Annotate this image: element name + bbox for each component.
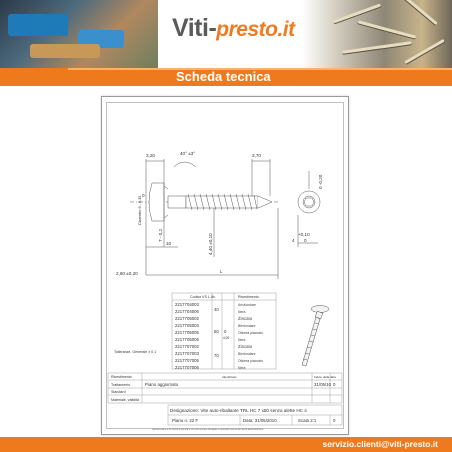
- designation: Designazione: Vite auto-ribaltante TRL HC 7 x50 senza alette HC 4: [170, 408, 307, 413]
- length-70: 70: [214, 353, 219, 358]
- screw-image: [358, 20, 417, 38]
- dim-small: 0: [142, 193, 145, 198]
- tb-r1c3: Indice della data: [314, 375, 336, 379]
- tb-r2c3: 31/05/10: [314, 382, 332, 387]
- code-cell: 2217705005: [175, 330, 199, 335]
- finish-cell: Ottorea placcato: [238, 359, 263, 363]
- code-cell: 2217705006: [175, 337, 199, 342]
- head-sub: 4,00: [223, 336, 230, 340]
- technical-sheet: [101, 96, 349, 435]
- socket-0: 0: [304, 238, 307, 243]
- footer-email-link[interactable]: servizio.clienti@viti-presto.it: [322, 439, 438, 449]
- screw-side-head: [311, 306, 329, 313]
- col-finish: Rivestimento: [238, 295, 259, 299]
- finish-cell: Biertondare: [238, 352, 256, 356]
- tb-r2c4: 0: [333, 382, 336, 387]
- tb-r2c1: Trattamento: [111, 383, 131, 387]
- dim-l: L: [220, 269, 223, 274]
- dim-7: 7 - 0,2: [158, 228, 163, 242]
- site-header: [0, 0, 452, 68]
- hands-image: [30, 44, 100, 58]
- dim-10: 10: [166, 241, 172, 246]
- screw-image: [401, 0, 437, 25]
- tb-r2c2: Piano aggiornato: [145, 382, 179, 387]
- banner-title: Scheda tecnica: [176, 69, 271, 84]
- dim-thread: 4,40 ±0,10: [208, 233, 213, 255]
- tolerance-note: Tolleranze, Generale ± 0,1: [114, 350, 157, 354]
- finish-cell: Nera: [238, 366, 246, 370]
- logo-main: Viti-: [172, 14, 217, 42]
- code-cell: 2217705002: [175, 316, 199, 321]
- plan-page: 0: [333, 418, 336, 423]
- socket-plus: +0,10: [298, 232, 310, 237]
- screw-shank: [168, 196, 186, 208]
- code-cell: 2217704006: [175, 309, 199, 314]
- socket-hex: [304, 198, 314, 206]
- code-cell: 2217707005: [175, 358, 199, 363]
- site-logo[interactable]: [172, 14, 295, 43]
- plan-number: Piano n. 22 F: [172, 418, 199, 423]
- col-code: Codice VS L.lib.: [190, 295, 216, 299]
- screw-side-view: [302, 306, 329, 367]
- finish-cell: Ottorea placcato: [238, 331, 263, 335]
- head-taper: [164, 186, 168, 189]
- dim-base: 2,60 ±0,20: [116, 271, 138, 276]
- technical-drawing: [102, 97, 348, 434]
- screw-image: [342, 41, 412, 54]
- screw-image: [333, 4, 381, 24]
- tb-r1c1: Rivestimento: [111, 375, 132, 379]
- dim-head-len: 3,20: [146, 153, 155, 158]
- tb-r4c1: Materiale, validità: [111, 398, 139, 402]
- socket-dim: 0 -0,20: [318, 174, 323, 189]
- head-taper: [164, 215, 168, 218]
- plan-date: Data: 31/05/2010: [243, 418, 277, 423]
- finish-cell: Zincato: [238, 316, 253, 321]
- dim-head-dia: Diametro 6 - 0,35: [138, 195, 142, 225]
- plan-scale: Scala 2:1: [298, 418, 317, 423]
- head-val: 0: [224, 329, 227, 334]
- finish-cell: Biertondare: [238, 324, 256, 328]
- site-footer: [0, 437, 452, 452]
- code-cell: 2217707003: [175, 351, 199, 356]
- toolbox-image: [8, 14, 68, 36]
- finish-cell: Nera: [238, 310, 246, 314]
- code-cell: 2217704003: [175, 302, 199, 307]
- length-50: 50: [214, 329, 219, 334]
- banner-left: [0, 68, 68, 86]
- screw-head: [149, 183, 164, 221]
- code-cell: 2217707006: [175, 365, 199, 370]
- code-cell: 2217705003: [175, 323, 199, 328]
- tb-r3c1: Standard: [111, 390, 126, 394]
- banner: [68, 68, 452, 86]
- screw-tip: [258, 196, 272, 208]
- tb-r1c2: Identificato: [222, 375, 237, 379]
- code-cell: 2217707002: [175, 344, 199, 349]
- tools-photo: [0, 0, 158, 68]
- socket-4: 4: [292, 238, 295, 243]
- length-40: 40: [214, 307, 219, 312]
- angle-arc: [174, 162, 196, 167]
- finish-cell: Nera: [238, 338, 246, 342]
- dim-len-top: 3,70: [252, 153, 261, 158]
- dim-angle: 40° ±3°: [180, 151, 196, 156]
- footnote: Questo piano e di nostra proprieta e non puo essere divulgato o riprodotto senza la nostra autorizzazione: [152, 428, 264, 431]
- screws-photo: [302, 0, 452, 68]
- logo-sub: presto.it: [216, 18, 295, 41]
- finish-cell: Arrotondare: [238, 303, 256, 307]
- finish-cell: Zincato: [238, 344, 253, 349]
